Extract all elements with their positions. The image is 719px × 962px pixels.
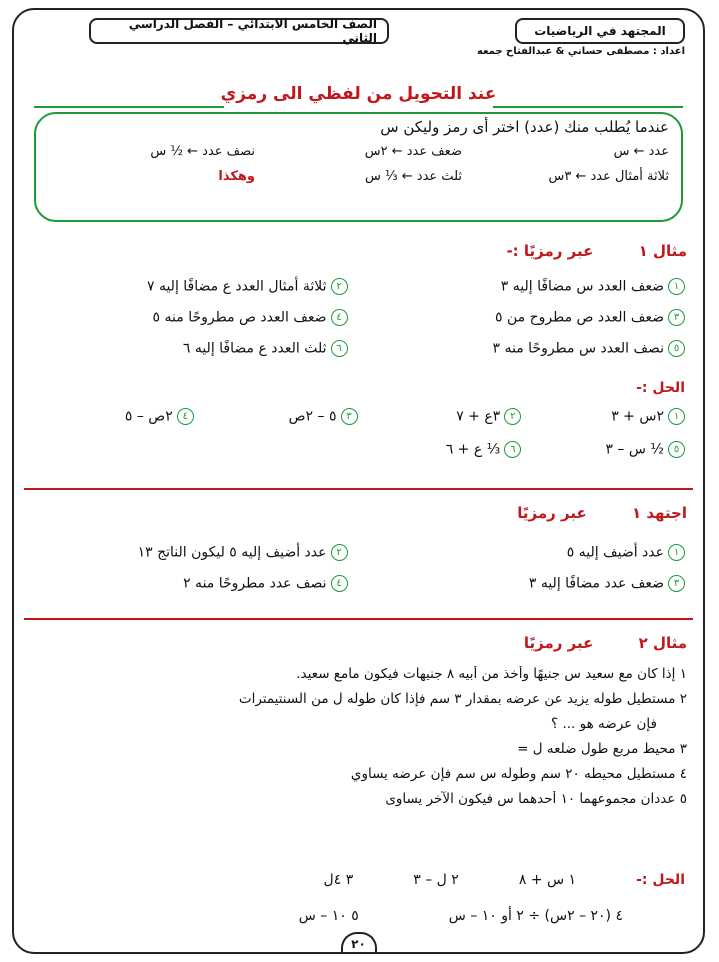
question-line: فإن عرضه هو ... ؟ [551,716,657,732]
answer: ٣٥ – ٢ص [194,408,358,425]
rule-item: ثلث عدد ← ⅓ س [365,169,462,184]
exercise1-label: اجتهد ١ [631,504,687,522]
exercise1-questions [30,544,685,592]
brand-box: المجتهد في الرياضيات [515,18,685,44]
example2-solution-row2 [34,908,623,924]
answer: ٥ ١٠ – س [298,908,359,924]
rule-item: نصف عدد ← ½ س [150,144,255,159]
title-line-left [34,106,224,108]
question-line: ٤ مستطيل محيطه ٢٠ سم وطوله س سم فإن عرضه يساوي [350,766,687,782]
section-separator [24,488,693,490]
rule-item: ضعف عدد ← ٢س [364,144,462,159]
example1-solution-label: الحل :- [636,380,685,396]
question: ٢ثلاثة أمثال العدد ع مضافًا إليه ٧ [30,278,348,295]
grade-box: الصف الخامس الابتدائي – الفصل الدراسي الثاني [89,18,389,44]
page-number: ٢٠ [341,932,377,954]
question-line: ١ إذا كان مع سعيد س جنيهًا وأخذ من أبيه ٨ جنيهات فيكون مامع سعيد. [296,666,687,682]
question: ١ضعف العدد س مضافًا إليه ٣ [368,278,686,295]
exercise1-title [517,504,687,522]
answer: ١ س + ٨ [518,872,577,888]
question: ١عدد أضيف إليه ٥ [368,544,686,561]
question-line: ٢ مستطيل طوله يزيد عن عرضه بمقدار ٣ سم فإذا كان طوله ل من السنتيمترات [238,691,687,707]
answer: ٤٢ص – ٥ [30,408,194,425]
rule-item: وهكذا [218,169,255,184]
question: ٣ضعف عدد مضافًا إليه ٣ [368,575,686,592]
answer: ٣ ٤ل [323,872,354,888]
answer: ٢ ل – ٣ [413,872,459,888]
example1-sub: عبر رمزيًا :- [506,242,594,260]
title-line-right [493,106,683,108]
rule-item: عدد ← س [613,144,669,159]
answer: ٥½ س – ٣ [521,441,685,458]
answer: ٦⅓ ع + ٦ [358,441,522,458]
question: ٤ضعف العدد ص مطروحًا منه ٥ [30,309,348,326]
example2-sub: عبر رمزيًا [523,634,594,652]
example1-questions [30,278,685,357]
example2-label: مثال ٢ [638,634,687,652]
example2-title [524,634,687,652]
example2-questions [28,666,687,816]
example2-solution-label: الحل :- [636,872,685,888]
worksheet-page [12,8,705,954]
rule-box [34,112,683,222]
rule-title: عند التحويل من لفظي الى رمزي [220,84,497,104]
authors: اعداد : مصطفى حساني & عبدالفتاح جمعه [476,46,685,57]
rule-intro: عندما يُطلب منك (عدد) اختر أى رمز وليكن س [380,118,669,136]
example1-label: مثال ١ [638,242,687,260]
question: ٤نصف عدد مطروحًا منه ٢ [30,575,348,592]
question-line: ٥ عددان مجموعهما ١٠ أحدهما س فيكون الآخر يساوى [385,791,687,807]
rule-item: ثلاثة أمثال عدد ← ٣س [548,169,669,184]
answer: ٢٣ع + ٧ [358,408,522,425]
answer: ١٢س + ٣ [521,408,685,425]
section-separator [24,618,693,620]
question-line: ٣ محيط مربع طول ضلعه ل = [517,741,687,757]
example1-title [506,242,687,260]
example1-answers [30,408,685,458]
answer: ٤ (٢٠ – ٢س) ÷ ٢ أو ١٠ – س [448,908,623,924]
question: ٥نصف العدد س مطروحًا منه ٣ [368,340,686,357]
example2-solution-row1 [34,872,685,888]
exercise1-sub: عبر رمزيًا [517,504,587,522]
question: ٣ضعف العدد ص مطروح من ٥ [368,309,686,326]
question: ٢عدد أضيف إليه ٥ ليكون الناتج ١٣ [30,544,348,561]
question: ٦ثلث العدد ع مضافًا إليه ٦ [30,340,348,357]
